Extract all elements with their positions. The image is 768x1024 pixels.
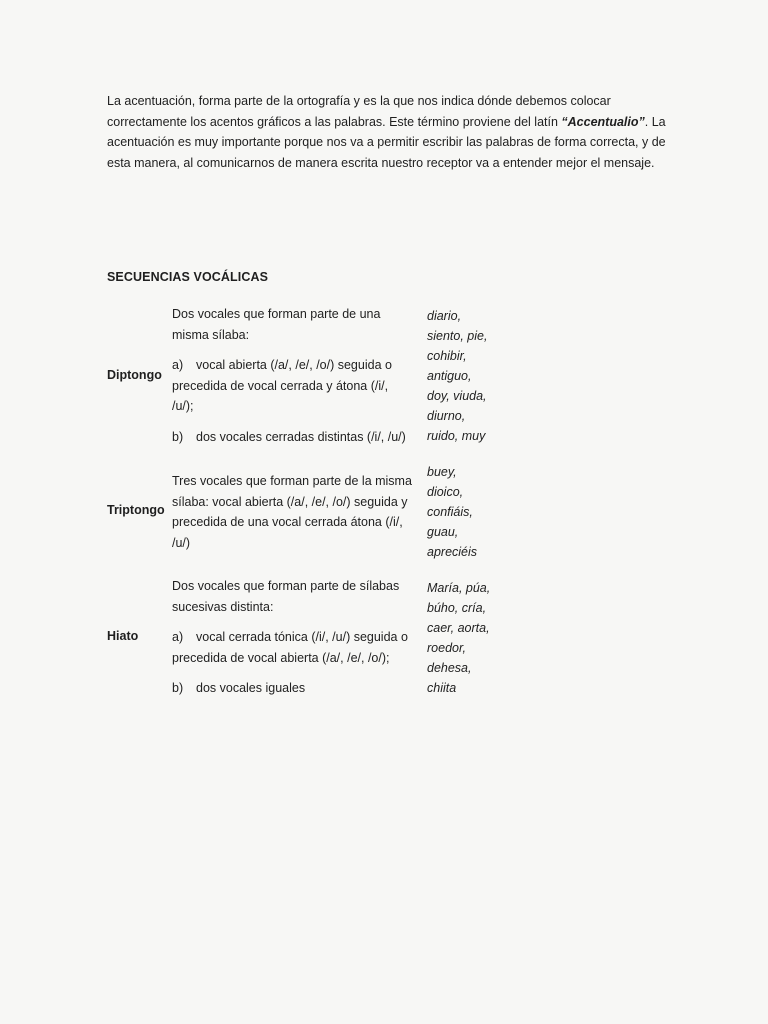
example-item: búho, cría, [427,601,487,615]
option-b-marker: b) [172,429,184,444]
row-definition-triptongo [172,471,412,553]
option-b-text: dos vocales iguales [196,681,306,695]
example-item: confiáis, [427,505,473,519]
example-item: ruido, muy [427,429,486,443]
row-label-diptongo: Diptongo [107,368,162,382]
row-label-hiato: Hiato [107,629,139,643]
row-definition-diptongo [172,304,412,447]
example-item: buey, [427,465,457,479]
example-item: cohibir, [427,349,467,363]
option-a-marker: a) [172,358,184,372]
intro-latin-term: “Accentualio” [561,114,645,129]
option-b-marker: b) [172,681,184,695]
intro-text-end: . La acentuación es muy importante porque nos va a permitir escribir las palabras de forma correcta, y de esta manera, al comunicarnos de manera escrita nuestro receptor va a entender mejor el mensaje. [107,114,666,170]
example-item: roedor, [427,641,466,655]
example-item: María, púa, [427,581,491,595]
example-item: chiita [427,681,457,695]
examples-triptongo [427,462,517,562]
intro-paragraph [107,91,667,173]
option-a [172,355,412,417]
examples-hiato [427,578,517,698]
intro-text-start: La acentuación, forma parte de la ortografía y es la que nos indica dónde debemos colocar correctamente los acentos gráficos a las palabras. Este término proviene del latín [107,94,611,129]
option-b-text: dos vocales cerradas distintas (/i/, /u/) [196,429,406,444]
example-item: caer, aorta, [427,621,490,635]
example-item: apreciéis [427,545,478,559]
option-a-text: vocal cerrada tónica (/i/, /u/) seguida o precedida de vocal abierta (/a/, /e/, /o/); [172,630,408,665]
example-item: siento, pie, [427,329,488,343]
definition-text: Tres vocales que forman parte de la misma sílaba: vocal abierta (/a/, /e/, /o/) seguida y precedida de una vocal cerrada átona (/i/, /u/) [172,474,412,550]
option-b [172,678,412,699]
example-item: diario, [427,309,462,323]
example-item: antiguo, [427,369,472,383]
definition-text: Dos vocales que forman parte de una misma sílaba: [172,307,381,342]
example-item: diurno, [427,409,466,423]
definition-text: Dos vocales que forman parte de sílabas sucesivas distinta: [172,579,400,614]
row-definition-hiato [172,576,412,699]
section-title: SECUENCIAS VOCÁLICAS [107,270,269,284]
example-item: dioico, [427,485,464,499]
option-a-marker: a) [172,630,184,644]
option-a [172,627,412,668]
example-item: guau, [427,525,459,539]
option-a-text: vocal abierta (/a/, /e/, /o/) seguida o precedida de vocal cerrada y átona (/i/, /u/); [172,358,392,413]
examples-diptongo [427,306,517,446]
row-label-triptongo: Triptongo [107,503,165,517]
option-b [172,427,412,448]
example-item: dehesa, [427,661,472,675]
example-item: doy, viuda, [427,389,487,403]
